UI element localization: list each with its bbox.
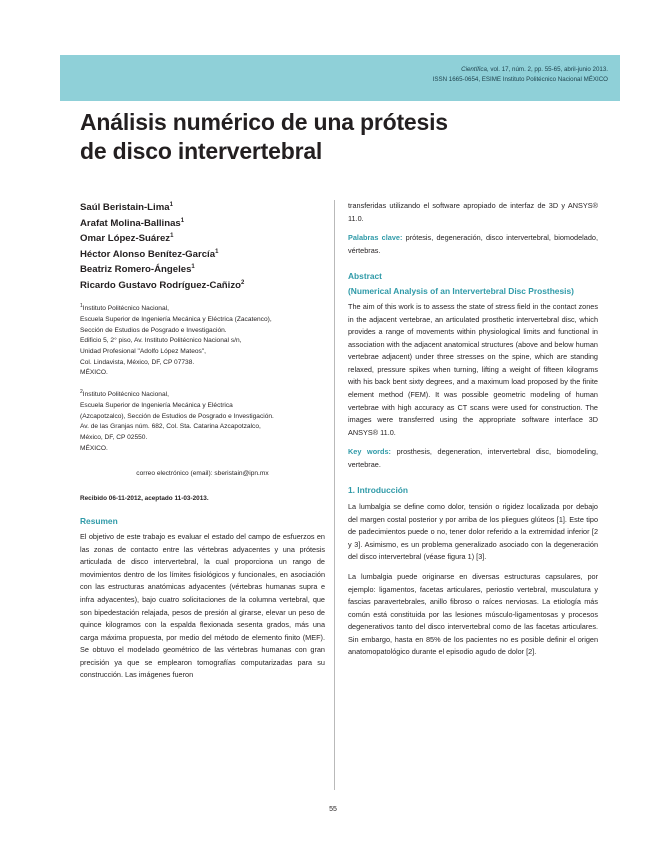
author-name xyxy=(80,231,325,247)
author-affiliation-marker: 1 xyxy=(191,263,195,270)
affiliation-marker: 2 xyxy=(80,389,83,396)
received-accepted-dates: Recibido 06-11-2012, aceptado 11-03-2013. xyxy=(80,495,209,503)
resumen-heading: Resumen xyxy=(80,516,118,527)
author-name xyxy=(80,278,325,294)
affiliation-line: Col. Lindavista, México, DF, CP 07738. xyxy=(80,358,195,366)
author-affiliation-marker: 1 xyxy=(215,248,219,255)
palabras-clave-text: prótesis, degeneración, disco intervertebral, biomodelado, vértebras. xyxy=(348,233,598,255)
affiliation-line: $^2$Instituto Politécnico Nacional, xyxy=(80,389,169,399)
affiliation-line: Sección de Estudios de Posgrado e Investigación. xyxy=(80,326,227,334)
affiliation-line: Edificio 5, 2° piso, Av. Instituto Politécnico Nacional s/n, xyxy=(80,337,242,345)
affiliation-line: México, DF, CP 02550. xyxy=(80,433,148,441)
author-affiliation-marker: 1 xyxy=(180,217,185,224)
author-label: Saúl Beristain-Lima xyxy=(80,202,170,213)
author-label: Arafat Molina-Ballinas xyxy=(80,217,181,229)
journal-citation xyxy=(433,65,608,85)
affiliation-line: $^1$Instituto Politécnico Nacional, xyxy=(80,303,169,313)
author-affiliation-marker: 2 xyxy=(240,279,245,286)
author-name xyxy=(80,262,325,278)
abstract-paragraph: The aim of this work is to assess the state of stress field in the contact zones in the adjacent vertebrae, an articulated prosthetic intervertebral disc, which provides a range of movements within physiological limits and functional in association with the adjacent anatomical structures (above and below human vertebrae adjacent) under three stresses on the spine, which are standing relaxed, pressure spikes when turning, lifting a weight of fifteen kilograms with his back bent sixty degrees, and a maximum load proposed by the finite element method (FEM). It was possible geometric modeling of human vertebrae with high accuracy as CT scans were used for construction. The images were transferred using the appropriate software interface 3D ANSYS® 11.0. xyxy=(348,302,598,437)
author-name xyxy=(80,247,325,263)
author-affiliation-marker: 1 xyxy=(169,201,173,208)
author-label: Ricardo Gustavo Rodríguez-Cañizo xyxy=(80,279,241,291)
palabras-clave xyxy=(348,232,598,257)
key-words-label: Key words: xyxy=(348,447,391,457)
column-divider xyxy=(334,200,335,790)
affiliation-line: MÉXICO. xyxy=(80,369,108,377)
author-label: Héctor Alonso Benítez-García xyxy=(80,248,216,260)
palabras-clave-label: Palabras clave: xyxy=(348,233,403,243)
journal-name: Científica xyxy=(461,66,487,73)
journal-header-band xyxy=(60,55,620,101)
author-affiliation-marker: 1 xyxy=(170,232,174,239)
left-column xyxy=(80,200,325,689)
author-label: Omar López-Suárez xyxy=(80,233,171,245)
introduccion-paragraph: La lumbalgia puede originarse en diversas estructuras capsulares, por ejemplo: ligamentos, facetas articulares, periostio vertebral, musculatura y fascias paravertebrales, anillo fibroso o raíces nerviosas. La etiología más común está constituida por las lesiones músculo-ligamentosas y procesos degenerativos tanto del disco intervertebral como de las facetas articulares. Sin embargo, hasta en 85% de los pacientes no es posible definir el origen anatomopatológico durante el episodio agudo de dolor [2]. xyxy=(348,572,598,657)
affiliation-line: Av. de las Granjas núm. 682, Col. Sta. Catarina Azcapotzalco, xyxy=(80,423,261,431)
author-name xyxy=(80,216,325,232)
page-title xyxy=(80,108,600,167)
affiliation-marker: 1 xyxy=(80,303,83,310)
introduccion-paragraph: La lumbalgia se define como dolor, tensión o rigidez localizada por debajo del margen costal posterior y por arriba de los pliegues glúteos [1]. Este tipo de padecimientos puede o no, tener dolor referido a la extremidad inferior [2 y 3]. Asimismo, es un problema generalizado asociado con la degeneración del disco intervertebral (véase figura 1) [3]. xyxy=(348,502,598,562)
affiliation-line: (Azcapotzalco), Sección de Estudios de Posgrado e Investigación. xyxy=(80,412,274,420)
title-line-2: de disco intervertebral xyxy=(80,138,323,165)
author-name xyxy=(80,200,325,216)
abstract-heading: Abstract xyxy=(348,271,382,282)
affiliation-line: MÉXICO. xyxy=(80,444,108,452)
title-line-1: Análisis numérico de una prótesis xyxy=(80,109,448,135)
journal-citation-line1 xyxy=(433,65,608,75)
resumen-paragraph: El objetivo de este trabajo es evaluar el estado del campo de esfuerzos en las zonas de contacto entre las vértebras adyacentes y una prótesis articulada de disco intervertebral, la cual proporciona un rango de movimientos dentro de los límites fisiológicos y funcionales, en asociación con las estructuras anatómicas adyacentes (vértebras humanas supra e infra adyacentes), bajo cuatro solicitaciones de la columna vertebral, que son bipedestación relajada, pesos de presión al girarse, elevar un peso de quince kilogramos con la espalda flexionada sesenta grados, más una carga máxima propuesta, por medio del método de elemento finito (MEF). Se obtuvo el modelado geométrico de las vértebras humanas con gran precisión ya que se emplearon tomografías computarizadas para su construcción. Las imágenes fueron xyxy=(80,532,325,680)
abstract-subheading: (Numerical Analysis of an Intervertebral Disc Prosthesis) xyxy=(348,286,574,297)
key-words xyxy=(348,446,598,471)
author-label: Beatriz Romero-Ángeles xyxy=(80,264,192,276)
affiliation-block xyxy=(80,388,325,454)
key-words-text: prosthesis, degeneration, intervertebral disc, biomodeling, vertebrae. xyxy=(348,447,599,469)
journal-volume-info: , vol. 17, núm. 2, pp. 55-65, abril-junio 2013. xyxy=(486,66,608,73)
contact-email: correo electrónico (email): sberistain@ipn.mx xyxy=(136,470,269,478)
affiliation-block xyxy=(80,302,325,379)
page-number: 55 xyxy=(329,806,337,813)
section-heading-introduccion: 1. Introducción xyxy=(348,485,409,496)
right-column xyxy=(348,200,598,666)
affiliation-line: Unidad Profesional "Adolfo López Mateos", xyxy=(80,348,207,356)
journal-issn-line: ISSN 1665-0654, ESIME Instituto Politécnico Nacional MÉXICO xyxy=(432,75,608,83)
resumen-continuation: transferidas utilizando el software apropiado de interfaz de 3D y ANSYS® 11.0. xyxy=(348,201,598,223)
affiliation-line: Escuela Superior de Ingeniería Mecánica y Eléctrica xyxy=(80,401,233,409)
affiliation-line: Escuela Superior de Ingeniería Mecánica y Eléctrica (Zacatenco), xyxy=(80,316,272,324)
